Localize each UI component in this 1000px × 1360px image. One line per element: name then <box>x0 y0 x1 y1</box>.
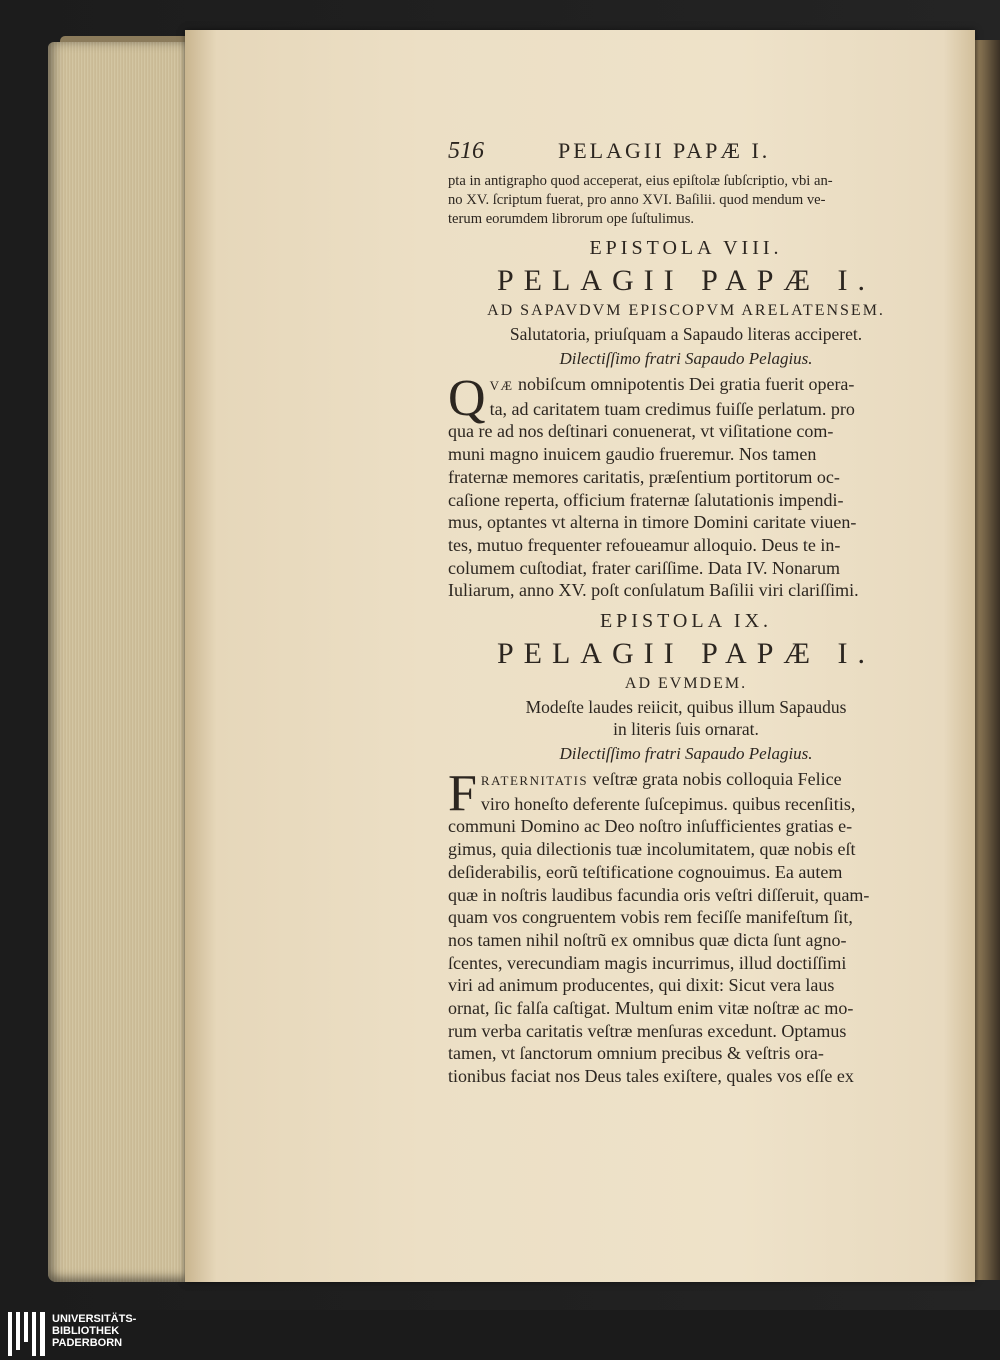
epistola-9-heading: EPISTOLA IX. <box>599 610 773 633</box>
drop-cap-f: F <box>448 765 477 823</box>
opening-small-caps: VÆ <box>489 378 514 393</box>
book-page-edges <box>48 42 188 1282</box>
body-line: fraternæ memores caritatis, præſentium portitorum oc- <box>448 466 840 487</box>
body-line <box>448 373 924 398</box>
body-line: viro honeſto deferente ſuſcepimus. quibus recenſitis, <box>480 793 856 814</box>
epistola-9-pope: PELAGII PAPÆ I. <box>496 637 876 671</box>
body-line: qua re ad nos deſtinari conuenerat, vt viſitatione com- <box>448 421 834 442</box>
body-line: tes, mutuo frequenter refoueamur alloquio. Deus te in- <box>448 534 841 555</box>
body-line: ta, ad caritatem tuam credimus fuiſſe perlatum. pro <box>489 398 855 419</box>
body-line: Iuliarum, anno XV. poſt conſulatum Baſilii viri clariſſimi. <box>448 580 859 601</box>
epistola-8-summary: Salutatoria, priuſquam a Sapaudo literas acciperet. <box>509 324 863 344</box>
body-line: rum verba caritatis veſtræ menſuras excedunt. Optamus <box>448 1020 847 1041</box>
logo-line: PADERBORN <box>52 1337 123 1349</box>
body-line <box>448 768 924 793</box>
body-line: quam vos congruentem vobis rem feciſſe manifeſtum ſit, <box>448 907 853 928</box>
drop-cap-q: Q <box>448 370 486 427</box>
page-number: 516 <box>448 138 484 164</box>
body-line: viri ad animum producentes, qui dixit: Sicut vera laus <box>448 975 835 996</box>
preceding-note <box>448 172 924 229</box>
body-line: gimus, quia dilectionis tuæ incolumitatem, quæ nobis eſt <box>448 839 856 860</box>
epistola-8-salutation: Dilectiſſimo fratri Sapaudo Pelagius. <box>559 349 813 368</box>
epistola-9-salutation: Dilectiſſimo fratri Sapaudo Pelagius. <box>559 744 813 764</box>
opening-small-caps: RATERNITATIS <box>480 773 589 789</box>
body-line: tionibus faciat nos Deus tales exiſtere, quales vos eſſe ex <box>448 1066 854 1087</box>
body-line: ornat, ſic falſa caſtigat. Multum enim vitæ noſtræ ac mo- <box>448 998 854 1019</box>
epistola-8-body <box>448 370 924 602</box>
body-line: quæ in noſtris laudibus facundia oris veſtri diſſeruit, quam- <box>448 884 870 905</box>
body-line-text: nobiſcum omnipotentis Dei gratia fuerit opera- <box>513 374 855 394</box>
summary-line: in literis ſuis ornarat. <box>613 719 759 740</box>
summary-line: Modeſte laudes reiicit, quibus illum Sapaudus <box>525 697 847 718</box>
body-line-text: veſtræ grata nobis colloquia Felice <box>588 769 842 790</box>
library-logo-icon <box>8 1312 48 1358</box>
epistola-9-addressee: AD EVMDEM. <box>624 675 748 693</box>
logo-line: BIBLIOTHEK <box>52 1325 120 1337</box>
body-line: mus, optantes vt alterna in timore Domini caritate viuen- <box>448 512 857 533</box>
body-line: ſcentes, verecundiam magis incurrimus, illud doctiſſimi <box>448 952 847 973</box>
body-line: tamen, vt ſanctorum omnium precibus & veſtris ora- <box>448 1043 824 1064</box>
body-line: deſiderabilis, eorũ teſtificatione cognouimus. Ea autem <box>448 861 843 882</box>
note-line: terum eorumdem librorum ope ſuſtulimus. <box>448 211 695 227</box>
running-head <box>448 138 924 172</box>
epistola-8-heading: EPISTOLA VIII. <box>589 237 783 259</box>
viewer-footer <box>0 1310 1000 1360</box>
body-line: muni magno inuicem gaudio frueremur. Nos tamen <box>448 444 817 465</box>
running-title: PELAGII PAPÆ I. <box>558 138 771 163</box>
logo-line: UNIVERSITÄTS- <box>52 1313 137 1325</box>
body-line: communi Domino ac Deo noſtro inſufficientes gratias e- <box>448 816 853 837</box>
body-line: columem cuſtodiat, frater cariſſime. Data IV. Nonarum <box>448 557 841 578</box>
epistola-8-addressee: AD SAPAVDVM EPISCOPVM ARELATENSEM. <box>487 302 885 319</box>
note-line: pta in antigrapho quod acceperat, eius epiſtolæ ſubſcriptio, vbi an- <box>448 173 833 189</box>
page-text <box>448 138 924 1088</box>
note-line: no XV. ſcriptum fuerat, pro anno XVI. Baſilii. quod mendum ve- <box>448 192 826 208</box>
body-line: nos tamen nihil noſtrũ ex omnibus quæ dicta ſunt agno- <box>448 929 847 950</box>
epistola-9-summary <box>448 696 924 740</box>
epistola-9-body <box>448 765 924 1088</box>
body-line: caſione reperta, officium fraternæ ſalutationis impendi- <box>448 489 844 510</box>
library-logo-text <box>52 1313 136 1349</box>
epistola-8-pope: PELAGII PAPÆ I. <box>496 264 876 297</box>
